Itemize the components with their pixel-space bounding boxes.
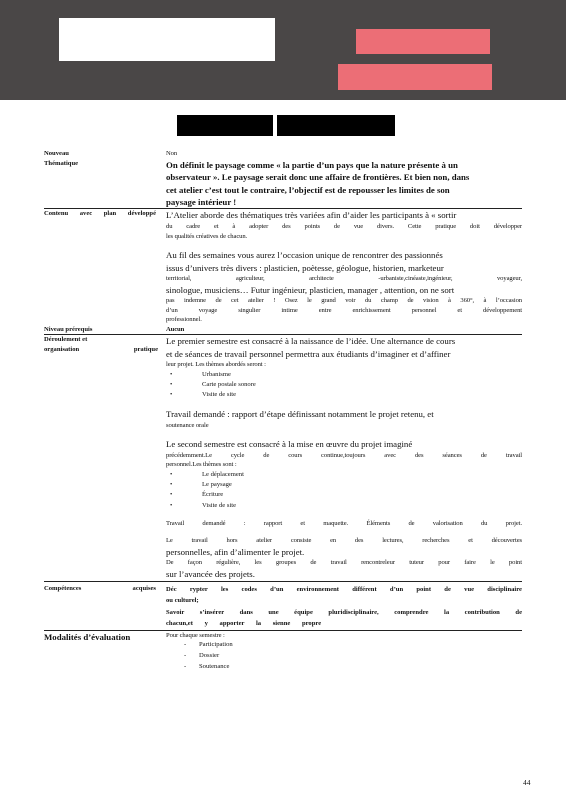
redacted-title-block-right bbox=[277, 115, 395, 136]
value-competences bbox=[166, 584, 522, 630]
row-niveau bbox=[44, 325, 522, 335]
list-item: - Dossier bbox=[184, 652, 220, 660]
label-nouveau: Nouveau bbox=[44, 150, 69, 157]
contenu-line: Au fil des semaines vous aurez l’occasion unique de rencontrer des passionnés bbox=[166, 250, 443, 261]
list-item: • Visite de site bbox=[170, 391, 237, 399]
competences-line: chacun,et y apporter la sienne propre bbox=[166, 620, 322, 628]
page-number: 44 bbox=[523, 778, 531, 787]
row-thematique bbox=[44, 159, 522, 209]
list-item: - Participation bbox=[184, 641, 233, 649]
label-deroulement bbox=[44, 335, 166, 580]
contenu-line: du cadre et à adopter des points de vue divers. Cette pratique doit développer bbox=[166, 222, 522, 230]
list-item: • Le paysage bbox=[170, 481, 232, 489]
thematique-line: paysage intérieur ! bbox=[166, 197, 237, 207]
value-thematique bbox=[166, 159, 522, 209]
label-modalites: Modalités d’évaluation bbox=[44, 631, 131, 642]
label-competences: Compétences acquises bbox=[44, 584, 156, 592]
thematique-line: observateur ». Le paysage serait donc une affaire de frontières. Et bien non, dans bbox=[166, 172, 470, 183]
redacted-white-block bbox=[59, 18, 275, 61]
themes-list-semester-1 bbox=[166, 370, 522, 401]
deroulement-line: précédemment.Le cycle de cours continue,toujours avec des séances de travail bbox=[166, 451, 522, 459]
deroulement-label-line: organisation pratique bbox=[44, 345, 158, 353]
list-item: - Soutenance bbox=[184, 662, 230, 670]
label-thematique: Thématique bbox=[44, 159, 79, 167]
thematique-line: cet atelier c’est tout le contraire, l’objectif est de repousser les limites de son bbox=[166, 184, 450, 195]
value-contenu bbox=[166, 209, 522, 324]
deroulement-line: De façon régulière, les groupes de travail rencontreleur tuteur pour faire le point bbox=[166, 559, 522, 567]
competences-line: Savoir s’insérer dans une équipe pluridisciplinaire, comprendre la contribution de bbox=[166, 608, 522, 616]
course-description-table bbox=[44, 149, 522, 673]
list-item: • Carte postale sonore bbox=[170, 380, 256, 388]
contenu-line: L’Atelier aborde des thématiques très variées afin d’aider les participants à « sortir bbox=[166, 210, 457, 221]
value-modalites bbox=[166, 631, 522, 673]
contenu-line: issus d’univers très divers : plasticien, poètesse, géologue, historien, marketeur bbox=[166, 262, 444, 273]
row-contenu bbox=[44, 209, 522, 324]
header-band bbox=[0, 0, 566, 100]
deroulement-line: Le travail hors atelier consiste en des lectures, recherches et découvertes bbox=[166, 537, 522, 545]
deroulement-line: Le second semestre est consacré à la mise en œuvre du projet imaginé bbox=[166, 439, 413, 450]
contenu-line: sinologue, musiciens… Futur ingénieur, plasticien, manager , attention, on ne sort bbox=[166, 284, 455, 295]
row-modalites bbox=[44, 631, 522, 673]
modalites-intro: Pour chaque semestre : bbox=[166, 631, 225, 639]
row-nouveau bbox=[44, 149, 522, 159]
row-competences bbox=[44, 582, 522, 630]
value-deroulement bbox=[166, 335, 522, 580]
deroulement-line: Travail demandé : rapport d’étape définissant notamment le projet retenu, et bbox=[166, 409, 434, 420]
contenu-line: territorial, agriculteur, architecte -urbaniste,cinéaste,ingénieur, voyageur, bbox=[166, 275, 522, 283]
value-niveau: Aucun bbox=[166, 325, 185, 333]
list-item: • Écriture bbox=[170, 491, 224, 499]
contenu-line: les qualités créatives de chacun. bbox=[166, 232, 248, 240]
value-nouveau: Non bbox=[166, 150, 178, 157]
redacted-title-block-left bbox=[177, 115, 273, 136]
deroulement-line: soutenance orale bbox=[166, 421, 209, 429]
contenu-line: d’un voyage singulier intime entre enrichissement personnel et développement bbox=[166, 306, 522, 314]
list-item: • Visite de site bbox=[170, 501, 237, 509]
competences-line: Déc rypter les codes d’un environnement différent d’un point de vue disciplinaire bbox=[166, 585, 522, 593]
deroulement-line: et de séances de travail personnel permettra aux étudiants d’imaginer et d’affiner bbox=[166, 348, 451, 359]
competences-line: ou culturel; bbox=[166, 597, 199, 605]
redacted-pink-block-bottom bbox=[338, 64, 492, 90]
label-niveau: Niveau prérequis bbox=[44, 325, 93, 333]
deroulement-line: personnel.Les thèmes sont : bbox=[166, 461, 237, 469]
deroulement-line: Travail demandé : rapport et maquette. Éléments de valorisation du projet. bbox=[166, 519, 522, 527]
deroulement-line: sur l’avancée des projets. bbox=[166, 569, 255, 580]
list-item: • Le déplacement bbox=[170, 471, 244, 479]
evaluation-list bbox=[166, 640, 522, 673]
contenu-line: pas indemne de cet atelier ! Osez le grand voir du champ de vision à 360°, à l’occasion bbox=[166, 297, 522, 305]
deroulement-line: Le premier semestre est consacré à la naissance de l’idée. Une alternance de cours bbox=[166, 336, 456, 347]
deroulement-line: personnelles, afin d’alimenter le projet. bbox=[166, 547, 305, 557]
list-item: • Urbanisme bbox=[170, 370, 231, 378]
deroulement-label-line: Déroulement et bbox=[44, 336, 88, 344]
row-deroulement bbox=[44, 335, 522, 580]
deroulement-line: leur projet. Les thèmes abordés seront : bbox=[166, 361, 266, 369]
label-contenu: Contenu avec plan développé bbox=[44, 210, 156, 218]
themes-list-semester-2 bbox=[166, 470, 522, 511]
contenu-line: professionnel. bbox=[166, 316, 202, 324]
redacted-pink-block-top bbox=[356, 29, 490, 54]
thematique-line: On définit le paysage comme « la partie d’un pays que la nature présente à un bbox=[166, 159, 458, 170]
